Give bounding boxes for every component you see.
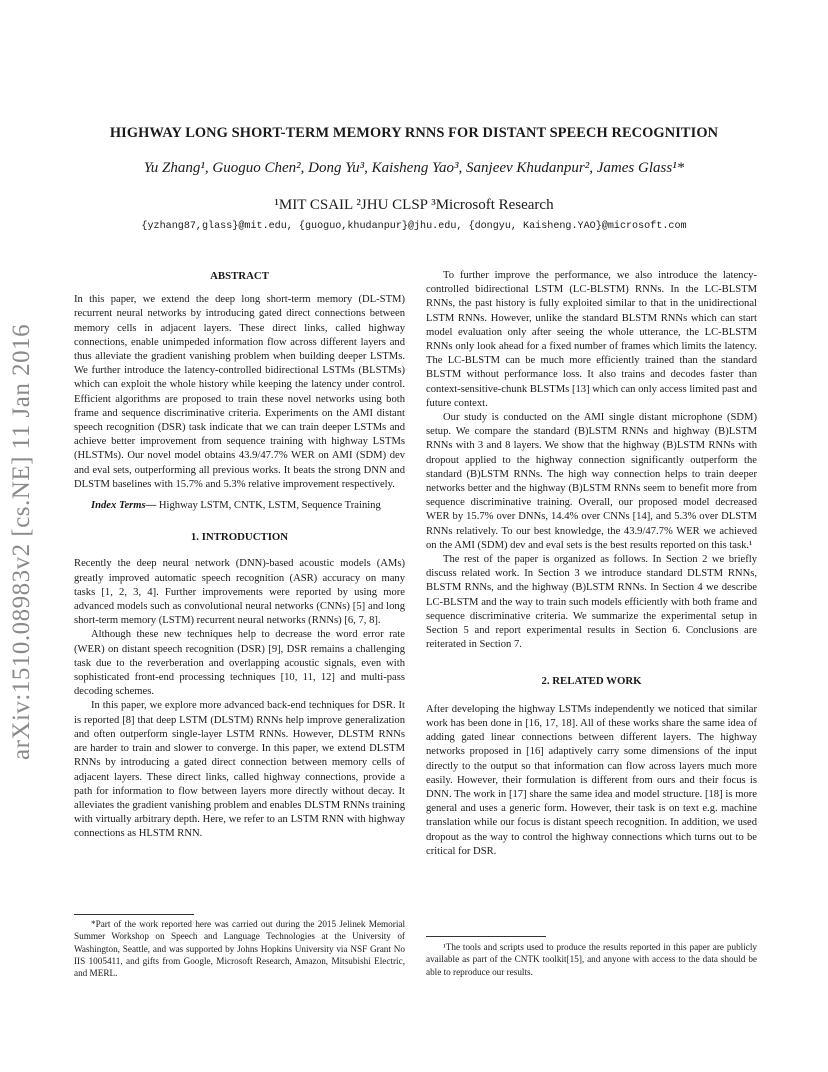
- related-work-paragraph: After developing the highway LSTMs independently we noticed that similar work has been done in [16, 17, 18]. All of these works share the same idea of adding gated linear connections between different layers. The highway networks proposed in [16] adaptively carry some dimensions of the input directly to the output so that information can flow across layers much more easily. However, their formulation is different from ours and their focus is DNN. The work in [17] share the same idea and model structure. [18] is more general and uses a generic form. However, their task is on text e.g. machine translation while our focus is distant speech recognition. In addition, we used dropout as the way to control the highway connections which turns out to be critical for DSR.: [426, 703, 757, 857]
- index-terms-label: Index Terms—: [91, 500, 157, 512]
- right-column: [426, 269, 757, 859]
- intro-paragraph-2: Although these new techniques help to decrease the word error rate (WER) on distant speech recognition (DSR) [9], DSR remains a challenging task due to the reverberation and overlapping acoustic signals, even with sophisticated front-end processing techniques [10, 11, 12] and multi-pass decoding schemes.: [74, 629, 405, 698]
- right-paragraph-3: The rest of the paper is organized as follows. In Section 2 we briefly discuss related work. In Section 3 we introduce standard DLSTM RNNs, BLSTM RNNs, and the highway (B)LSTM RNNs. In Section 4 we describe LC-BLSTM and the way to train such models efficiently with both frame and sequence discriminative criteria. We summarize the experimental setup in Section 5 and report experimental results in Section 6. Conclusions are reiterated in Section 7.: [426, 554, 757, 651]
- right-paragraph-1: To further improve the performance, we also introduce the latency-controlled bidirectional LSTM (LC-BLSTM) RNNs. In the LC-BLSTM RNNs, the past history is fully exploited similar to that in the unidirectional LSTM RNNs. However, unlike the standard BLSTM RNNs which can start model evaluation only after seeing the whole utterance, the LC-BLSTM RNNs only look ahead for a fixed number of frames which limits the latency. The LC-BLSTM can be much more efficiently trained than the standard BLSTM without performance loss. It also trains and decodes faster than context-sensitive-chunk BLSTMs [13] which can only access limited past and future context.: [426, 270, 757, 409]
- abstract-heading: ABSTRACT: [210, 270, 269, 282]
- author-list: Yu Zhang¹, Guoguo Chen², Dong Yu³, Kaisheng Yao³, Sanjeev Khudanpur², James Glass¹*: [143, 160, 685, 176]
- footnote-left-text: *Part of the work reported here was carried out during the 2015 Jelinek Memorial Summer Workshop on Speech and Language Technologies at the University of Washington, Seattle, and was supported by Johns Hopkins University via NSF Grant No IIS 1005411, and gifts from Google, Microsoft Research, Amazon, Mitsubishi Electric, and MERL.: [74, 919, 405, 979]
- footnote-left: [74, 918, 405, 979]
- author-emails: {yzhang87,glass}@mit.edu, {guoguo,khudanpur}@jhu.edu, {dongyu, Kaisheng.YAO}@microsoft.com: [141, 221, 687, 232]
- abstract-text: In this paper, we extend the deep long short-term memory (DL-STM) recurrent neural networks by introducing gated direct connections between memory cells in adjacent layers. These direct links, called highway connections, enable unimpeded information flow across different layers and thus alleviate the gradient vanishing problem when building deeper LSTMs. We further introduce the latency-controlled bidirectional LSTMs (BLSTMs) which can exploit the whole history while keeping the latency under control. Efficient algorithms are proposed to train these novel networks using both frame and sequence discriminative criteria. Experiments on the AMI distant speech recognition (DSR) task indicate that we can train deeper LSTMs and achieve better improvement from sequence training with highway LSTMs (HLSTMs). Our novel model obtains 43.9/47.7% WER on AMI (SDM) dev and eval sets, outperforming all previous works. It beats the strong DNN and DLSTM baselines with 15.7% and 5.3% relative improvement respectively.: [74, 294, 405, 490]
- affiliations: ¹MIT CSAIL ²JHU CLSP ³Microsoft Research: [274, 197, 554, 213]
- footnote-right: [426, 941, 757, 978]
- footnote-rule-right: [426, 936, 546, 937]
- related-work-heading: 2. RELATED WORK: [541, 675, 642, 688]
- left-column: [74, 269, 405, 842]
- intro-paragraph-1: Recently the deep neural network (DNN)-based acoustic models (AMs) greatly improved automatic speech recognition (ASR) accuracy on many tasks [1, 2, 3, 4]. Further improvements were reported by using more advanced models such as convolutional neural networks (CNNs) [5] and long short-term memory (LSTM) recurrent neural networks (RNNs) [6, 7, 8].: [74, 558, 405, 627]
- intro-heading: 1. INTRODUCTION: [190, 531, 289, 544]
- index-terms: [74, 499, 405, 513]
- right-paragraph-2: Our study is conducted on the AMI single distant microphone (SDM) setup. We compare the standard (B)LSTM RNNs and highway (B)LSTM RNNs with 3 and 8 layers. We show that the highway (B)LSTM RNNs with dropout applied to the highway connection significantly outperform the standard (B)LSTM RNNs. The high way connection helps to train deeper networks better and the highway (B)LSTM RNNs seem to benefit more from sequence discriminative training. Overall, our proposed model decreased WER by 15.7% over DNNs, 14.4% over CNNs [14], and 5.3% over DLSTM RNNs relatively. To our best knowledge, the 43.9/47.7% WER we achieved on the AMI (SDM) dev and eval sets is the best results reported on this task.¹: [426, 412, 757, 551]
- arxiv-stamp: arXiv:1510.08983v2 [cs.NE] 11 Jan 2016: [8, 323, 35, 760]
- footnote-rule-left: [74, 914, 194, 915]
- paper-title: HIGHWAY LONG SHORT-TERM MEMORY RNNS FOR DISTANT SPEECH RECOGNITION: [109, 125, 719, 141]
- intro-paragraph-3: In this paper, we explore more advanced back-end techniques for DSR. It is reported [8] that deep LSTM (DLSTM) RNNs help improve generalization and often outperform single-layer LSTM RNNs. However, DLSTM RNNs are harder to train and slower to converge. In this paper, we extend DLSTM RNNs by introducing a gated direct connection between memory cells of adjacent layers. These direct links, called highway connections, provide a path for information to flow between layers more directly without decay. It alleviates the gradient vanishing problem and enables DLSTM RNNs training with virtually arbitrary depth. Here, we refer to an LSTM RNN with highway connections as HLSTM RNN.: [74, 700, 405, 840]
- index-terms-text: Highway LSTM, CNTK, LSTM, Sequence Training: [156, 500, 381, 512]
- footnote-right-text: ¹The tools and scripts used to produce the results reported in this paper are publicly available as part of the CNTK toolkit[15], and anyone with access to the data should be able to reproduce our results.: [426, 942, 757, 977]
